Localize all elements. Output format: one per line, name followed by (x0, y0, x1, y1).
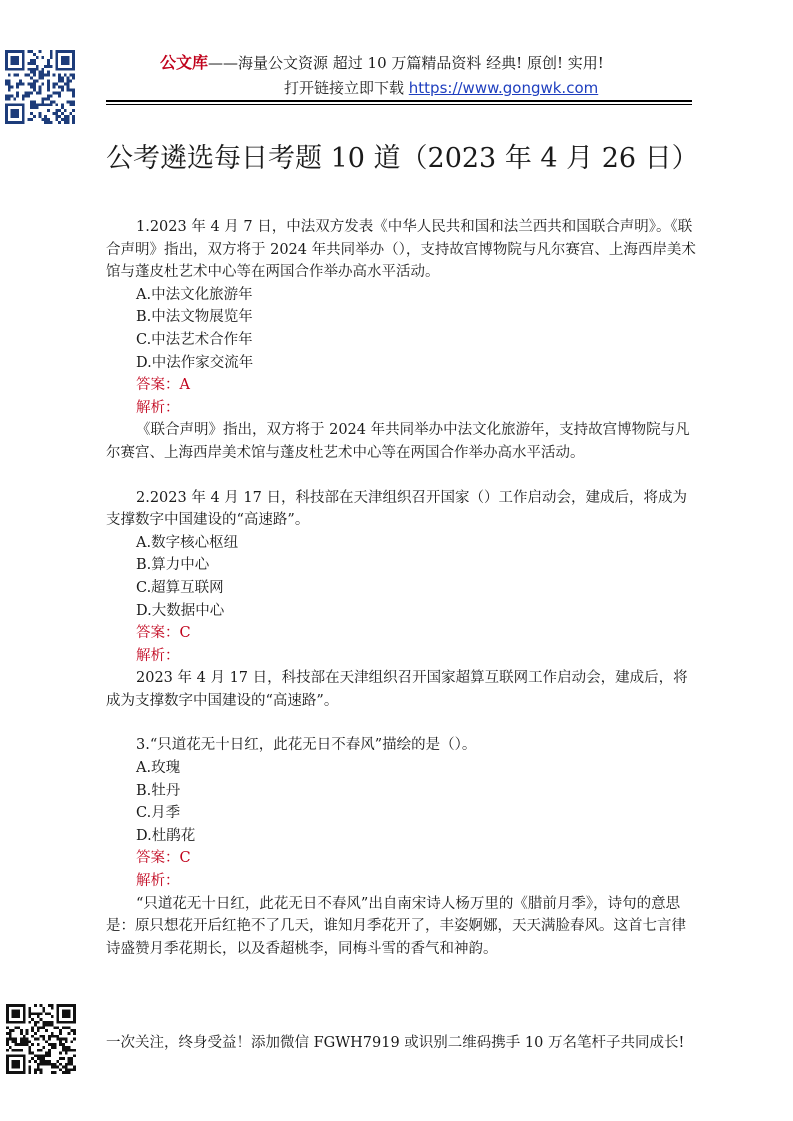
header-divider-thin (106, 104, 692, 105)
option-d: D.大数据中心 (136, 602, 225, 619)
analysis-label: 解析： (136, 647, 180, 664)
option-b: B.牡丹 (136, 782, 181, 799)
header-divider (106, 100, 692, 102)
option-b: B.算力中心 (136, 557, 210, 574)
answer: 答案：C (136, 625, 191, 642)
brand-name: 公文库 (160, 53, 209, 72)
answer: 答案：A (136, 377, 190, 394)
header-download (284, 77, 598, 98)
footer-text: 一次关注，终身受益！添加微信 FGWH7919 或识别二维码携手 10 万名笔杆子共同成长! (106, 1035, 685, 1051)
page-title: 公考遴选每日考题 10 道（2023 年 4 月 26 日） (106, 143, 699, 174)
question-stem: 2.2023 年 4 月 17 日，科技部在天津组织召开国家（）工作启动会，建成后，将成为支撑数字中国建设的“高速路”。 (106, 489, 687, 529)
download-text: 打开链接立即下载 (284, 79, 409, 97)
option-c: C.中法艺术合作年 (136, 331, 253, 348)
option-a: A.数字核心枢纽 (136, 534, 239, 551)
option-b: B.中法文物展览年 (136, 309, 253, 326)
option-d: D.杜鹃花 (136, 827, 196, 844)
option-c: C.月季 (136, 805, 181, 822)
question-list (106, 216, 696, 960)
question-2 (106, 487, 696, 713)
option-a: A.中法文化旅游年 (136, 286, 253, 303)
analysis-label: 解析： (136, 873, 180, 890)
question-stem: 1.2023 年 4 月 7 日，中法双方发表《中华人民共和国和法兰西共和国联合声明》。《联合声明》指出，双方将于 2024 年共同举办（），支持故宫博物院与凡尔赛宫、上海西岸美术馆与蓬皮杜艺术中心等在两国合作举办高水平活动。 (106, 219, 696, 281)
option-d: D.中法作家交流年 (136, 354, 254, 371)
analysis-text: 2023 年 4 月 17 日，科技部在天津组织召开国家超算互联网工作启动会，建成后，将成为支撑数字中国建设的“高速路”。 (106, 670, 688, 709)
analysis-label: 解析： (136, 399, 180, 416)
header-tagline (160, 50, 604, 73)
option-a: A.玫瑰 (136, 760, 181, 777)
tagline-text: ——海量公文资源 超过 10 万篇精品资料 经典! 原创! 实用! (208, 54, 604, 72)
qr-code-header (5, 50, 75, 124)
analysis-text: “只道花无十日红，此花无日不春风”出自南宋诗人杨万里的《腊前月季》，诗句的意思是：原只想花开后红艳不了几天，谁知月季花开了，丰姿婀娜，天天满脸春风。这首七言律诗盛赞月季花期长，以及香超桃李，同梅斗雪的香气和神韵。 (106, 895, 686, 957)
analysis-text: 《联合声明》指出，双方将于 2024 年共同举办中法文化旅游年，支持故宫博物院与凡尔赛宫、上海西岸美术馆与蓬皮杜艺术中心等在两国合作举办高水平活动。 (106, 422, 690, 461)
option-c: C.超算互联网 (136, 579, 224, 596)
question-3 (106, 734, 696, 960)
question-1 (106, 216, 696, 465)
qr-code-footer (6, 1004, 76, 1074)
question-stem: 3.“只道花无十日红，此花无日不春风”描绘的是（）。 (136, 737, 477, 754)
website-link[interactable]: https://www.gongwk.com (408, 79, 599, 97)
answer: 答案：C (136, 850, 191, 867)
